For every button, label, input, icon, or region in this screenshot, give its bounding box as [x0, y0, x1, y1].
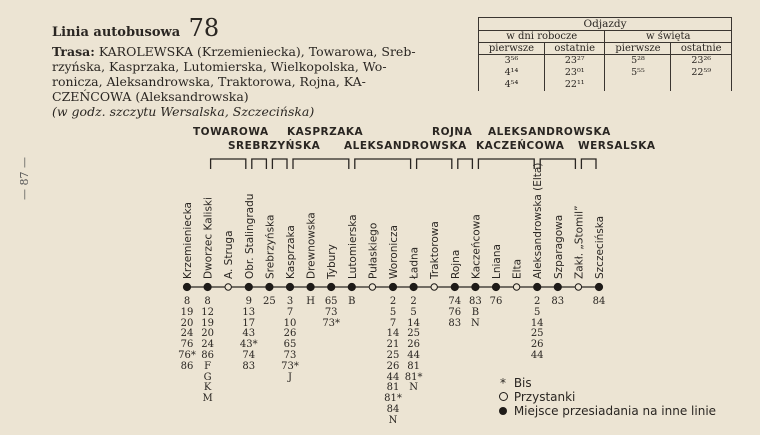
transfer-line: 26: [530, 339, 544, 351]
transfer-line: 73*: [322, 317, 341, 329]
last-header-holidays: ostatnie: [671, 43, 732, 55]
transfer-line: B: [348, 296, 356, 307]
transfer-lines-column: [526, 297, 548, 362]
transfer-stop-marker: [410, 283, 417, 290]
route-line-0: KAROLEWSKA (Krzemieniecka), Towarowa, Sreb-: [98, 44, 416, 59]
transfer-lines-column: [485, 297, 507, 308]
transfer-line: 76: [448, 306, 462, 318]
transfer-line: N: [471, 317, 480, 329]
transfer-line: 26: [407, 339, 420, 351]
variant-bracket: [478, 159, 534, 169]
page-number: — 87 —: [18, 157, 31, 200]
transfer-line: 81: [386, 382, 400, 394]
transfer-line: 43: [242, 328, 256, 340]
variant-bracket: [417, 159, 452, 169]
departure-time: 22⁵⁹: [671, 67, 732, 79]
stop-name: Pułaskiego: [367, 222, 380, 279]
variant-label: KACZEŃCOWA: [476, 140, 565, 152]
variant-label: ROJNA: [432, 126, 473, 138]
transfer-stop-marker: [307, 283, 314, 290]
departure-time: 23²⁷: [544, 55, 605, 68]
transfer-line: 8: [204, 296, 211, 307]
stop-name: A. Struga: [223, 230, 236, 279]
transfer-line: 25: [530, 328, 544, 340]
stop-name: Elta: [511, 258, 524, 279]
transfer-line: H: [306, 296, 315, 307]
variant-bracket: [458, 159, 473, 169]
transfer-stop-marker: [534, 283, 541, 290]
stop-name: Drewnowska: [305, 212, 318, 279]
legend-bis: * Bis: [500, 376, 532, 390]
stop-marker: [575, 284, 581, 290]
stop-marker: [225, 284, 231, 290]
stop-name: Ładna: [408, 246, 421, 279]
transfer-line: 81*: [404, 371, 423, 383]
weekdays-header: w dni robocze: [479, 31, 605, 43]
stop-name: Krzemieniecka: [182, 202, 194, 279]
transfer-line: 14: [530, 317, 544, 329]
stop-name: Srebrzyńska: [264, 214, 277, 279]
transfer-line: K: [203, 382, 212, 394]
transfer-line: 44: [407, 349, 420, 361]
transfer-line: 44: [530, 349, 544, 361]
departure-time: 22¹¹: [544, 79, 605, 91]
holidays-header: w święta: [605, 31, 732, 43]
departures-title: Odjazdy: [479, 18, 732, 31]
variant-label: KASPRZAKA: [287, 126, 364, 138]
transfer-lines-column: [300, 297, 322, 308]
transfer-lines-column: [588, 297, 610, 308]
transfer-line: 83: [551, 296, 565, 307]
stop-name: Dworzec Kaliski: [202, 197, 215, 279]
transfer-lines-column: [176, 297, 198, 373]
transfer-line: 26: [386, 360, 400, 372]
transfer-line: 76*: [178, 349, 196, 361]
departure-time: 23²⁶: [671, 55, 732, 68]
transfer-stop-marker: [183, 283, 190, 290]
transfer-stop-marker: [451, 283, 458, 290]
stop-name: Zakł. „Stomil”: [573, 205, 586, 279]
stop-name: Traktorowa: [429, 221, 442, 279]
transfer-line: 83: [242, 360, 256, 372]
transfer-line: 5: [389, 306, 397, 318]
transfer-line: 17: [242, 317, 256, 329]
transfer-stop-marker: [492, 283, 499, 290]
variant-bracket: [252, 159, 267, 169]
line-label: Linia autobusowa: [52, 25, 181, 40]
transfer-lines-column: [464, 297, 486, 329]
transfer-stop-marker: [245, 283, 252, 290]
transfer-line: 12: [201, 306, 214, 318]
transfer-line: 14: [407, 317, 420, 329]
transfer-line: 2: [389, 296, 397, 307]
stop-name: Aleksandrowska (Elta): [532, 162, 545, 279]
transfer-line: G: [203, 371, 212, 383]
stop-marker: [513, 284, 519, 290]
stop-name: Lniana: [491, 244, 503, 279]
transfer-line: 76: [180, 339, 194, 351]
transfer-lines-column: [258, 297, 280, 308]
transfer-stop-marker: [472, 283, 479, 290]
legend-stop-label: Przystanki: [513, 390, 576, 404]
legend-bis-label: Bis: [513, 376, 532, 390]
variant-bracket: [272, 159, 287, 169]
line-number: 78: [188, 14, 220, 42]
transfer-line: 2: [534, 296, 541, 307]
transfer-line: 19: [180, 306, 194, 318]
stop-name: Szparagowa: [552, 214, 565, 279]
transfer-line: 74: [242, 349, 256, 361]
stop-name: Kaczeńcowa: [470, 214, 483, 279]
departure-time: 4¹⁴: [479, 67, 545, 79]
transfer-line: N: [409, 382, 418, 394]
transfer-line: 83: [469, 296, 482, 307]
transfer-lines-column: [444, 297, 466, 329]
transfer-line: 7: [286, 306, 294, 318]
transfer-line: 81*: [384, 393, 402, 405]
transfer-line: M: [202, 393, 213, 405]
transfer-line: 25: [263, 296, 276, 307]
transfer-line: 25: [386, 349, 400, 361]
route-line-1: rzyńska, Kasprzaka, Lutomierska, Wielkopolska, Wo-: [52, 59, 387, 74]
transfer-line: 10: [283, 317, 297, 329]
legend: [496, 376, 716, 418]
transfer-line: 13: [242, 306, 256, 318]
stop-name: Obr. Stalingradu: [243, 193, 256, 279]
route-line-3: CZEŃCOWA (Aleksandrowska): [52, 89, 249, 104]
transfer-line: 43*: [239, 339, 258, 351]
variant-bracket: [540, 159, 575, 169]
transfer-stop-marker: [554, 283, 561, 290]
departure-time: 4⁵⁴: [479, 79, 545, 91]
route-line-2: ronicza, Aleksandrowska, Traktorowa, Rojna, KA-: [52, 74, 366, 89]
stop-name: Woronicza: [388, 225, 400, 279]
transfer-line: 44: [386, 371, 400, 383]
transfer-line: 2: [410, 296, 417, 307]
transfer-line: 86: [180, 360, 194, 372]
transfer-stop-marker: [286, 283, 293, 290]
transfer-line: 84: [386, 403, 400, 415]
stop-name: Rojna: [449, 249, 462, 279]
transfer-line: 83: [448, 317, 462, 329]
transfer-stop-marker: [328, 283, 335, 290]
transfer-stop-marker: [348, 283, 355, 290]
transfer-line: 8: [183, 296, 191, 307]
first-header-holidays: pierwsze: [605, 43, 671, 55]
stop-name: Tybury: [326, 244, 339, 279]
departure-time: 3⁵⁶: [479, 55, 545, 68]
variant-bracket: [293, 159, 349, 169]
transfer-line: 21: [386, 339, 400, 351]
transfer-line: 25: [407, 328, 420, 340]
transfer-lines-column: [238, 297, 260, 373]
transfer-line: 73: [324, 306, 338, 318]
transfer-line: 86: [201, 349, 214, 361]
transfer-line: 81: [407, 360, 420, 372]
transfer-stop-marker: [595, 283, 602, 290]
stop-marker: [431, 284, 437, 290]
stop-name: Lutomierska: [346, 214, 359, 279]
transfer-line: 20: [201, 328, 214, 340]
transfer-line: 3: [286, 296, 294, 307]
transfer-line: 24: [180, 328, 194, 340]
legend-transfer-label: Miejsce przesiadania na inne linie: [513, 404, 717, 418]
transfer-line: B: [471, 306, 480, 318]
transfer-lines-column: [341, 297, 363, 308]
filled-circle-icon: [499, 407, 507, 415]
transfer-line: 65: [324, 296, 338, 307]
route-note: (w godz. szczytu Wersalska, Szczecińska): [52, 104, 315, 119]
variant-label: WERSALSKA: [578, 140, 656, 152]
legend-transfer: [496, 404, 716, 418]
departure-time: 23⁰¹: [544, 67, 605, 79]
transfer-line: 26: [283, 328, 297, 340]
transfer-line: 76: [489, 296, 503, 307]
variant-label: SREBRZYŃSKA: [228, 140, 321, 152]
transfer-lines-column: [279, 297, 301, 383]
transfer-line: 73*: [281, 360, 299, 372]
transfer-lines-column: [320, 297, 342, 329]
transfer-line: 24: [201, 339, 214, 351]
transfer-line: 84: [592, 296, 606, 307]
transfer-line: J: [287, 371, 292, 383]
transfer-lines-column: [547, 297, 569, 308]
departure-time: 5⁵⁵: [605, 67, 671, 79]
transfer-stop-marker: [204, 283, 211, 290]
variant-label: ALEKSANDROWSKA: [488, 126, 611, 138]
transfer-line: 7: [389, 317, 397, 329]
departure-time: 5²⁸: [605, 55, 671, 68]
transfer-line: 20: [180, 317, 194, 329]
transfer-line: 5: [410, 306, 417, 318]
stop-marker: [369, 284, 375, 290]
variant-bracket: [355, 159, 411, 169]
transfer-line: 9: [245, 296, 252, 307]
transfer-lines-column: [403, 297, 425, 394]
variant-label: ALEKSANDROWSKA: [344, 140, 467, 152]
transfer-line: N: [388, 414, 398, 426]
stop-name: Kasprzaka: [285, 225, 297, 279]
transfer-line: 14: [386, 328, 400, 340]
transfer-lines-column: [382, 297, 404, 427]
transfer-line: 65: [283, 339, 297, 351]
transfer-stop-marker: [266, 283, 273, 290]
transfer-stop-marker: [389, 283, 396, 290]
last-header-weekdays: ostatnie: [544, 43, 605, 55]
stop-name: Szczecińska: [594, 215, 606, 279]
variant-label: TOWAROWA: [193, 126, 269, 138]
transfer-line: 19: [201, 317, 214, 329]
first-header-weekdays: pierwsze: [479, 43, 545, 55]
transfer-line: 73: [283, 349, 297, 361]
transfer-line: 5: [534, 306, 541, 318]
legend-stop: [496, 390, 716, 404]
variant-bracket: [211, 159, 246, 169]
transfer-line: F: [204, 360, 212, 372]
open-circle-icon: [499, 392, 508, 401]
route-label: Trasa:: [52, 44, 95, 59]
transfer-lines-column: [197, 297, 219, 405]
transfer-line: 74: [448, 296, 462, 307]
variant-bracket: [581, 159, 596, 169]
